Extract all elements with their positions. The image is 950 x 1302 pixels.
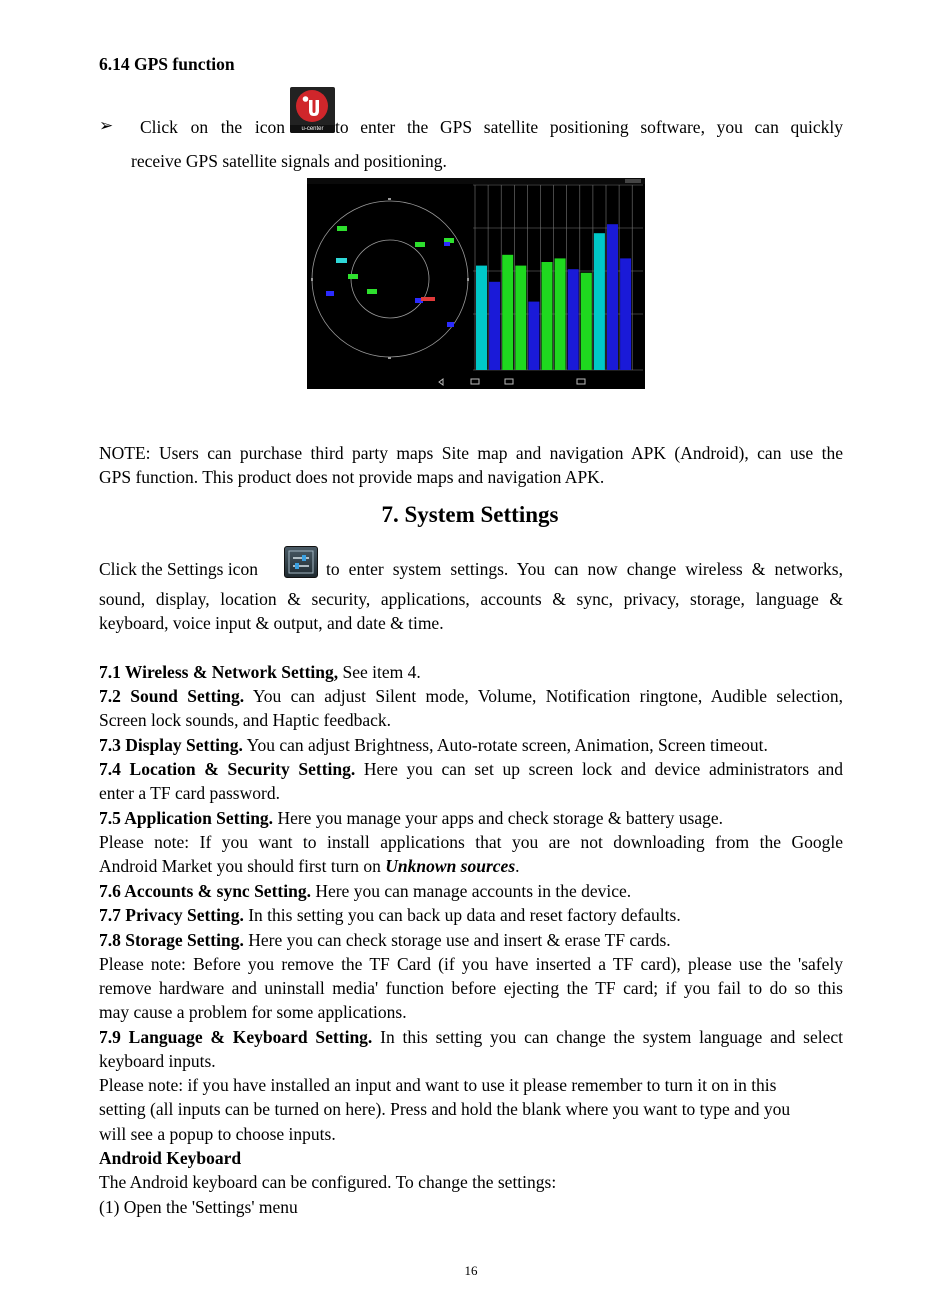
- signal-bar: [515, 266, 526, 370]
- note-7-8-line3: may cause a problem for some applications.: [99, 1002, 407, 1022]
- signal-bar: [620, 258, 631, 370]
- item-7-6-text: Here you can manage accounts in the device.: [310, 881, 632, 901]
- item-7-5: [99, 806, 723, 830]
- unknown-sources-label: Unknown sources: [385, 856, 516, 876]
- signal-bar: [489, 282, 500, 370]
- item-7-3-text: You can adjust Brightness, Auto-rotate screen, Animation, Screen timeout.: [242, 735, 768, 755]
- signal-bar: [568, 269, 579, 370]
- item-7-4: [99, 757, 843, 781]
- item-7-8-title: 7.8 Storage Setting.: [99, 930, 244, 950]
- note-7-5-line1: Please note: If you want to install applications that you are not downloading from the Google: [99, 832, 843, 852]
- item-7-4-line2: enter a TF card password.: [99, 783, 280, 803]
- note-7-8-line2: remove hardware and uninstall media' function before ejecting the TF card; if you fail to do so this: [99, 978, 843, 998]
- gps-note-line1: NOTE: Users can purchase third party maps Site map and navigation APK (Android), can use the: [99, 443, 843, 463]
- note-7-5-text: Android Market you should first turn on: [99, 856, 386, 876]
- item-7-8-text: Here you can check storage use and insert & erase TF cards.: [243, 930, 671, 950]
- note-7-8-line1: Please note: Before you remove the TF Card (if you have inserted a TF card), please use the 'safely: [99, 954, 843, 974]
- item-7-5-text: Here you manage your apps and check storage & battery usage.: [273, 808, 724, 828]
- item-7-9-line2: keyboard inputs.: [99, 1051, 216, 1071]
- item-7-2: [99, 684, 843, 708]
- gps-note-line2: GPS function. This product does not provide maps and navigation APK.: [99, 467, 605, 487]
- item-7-5-title: 7.5 Application Setting.: [99, 808, 274, 828]
- item-7-9-title: 7.9 Language & Keyboard Setting.: [99, 1027, 373, 1047]
- item-7-4-title: 7.4 Location & Security Setting.: [99, 759, 356, 779]
- gps-screenshot: [307, 178, 645, 389]
- gps-line1-rest: to enter the GPS satellite positioning software, you can quickly: [335, 117, 843, 137]
- item-7-6: [99, 879, 631, 903]
- u-center-label: u-center: [301, 126, 324, 132]
- gps-screenshot-graphic: [307, 178, 645, 389]
- signal-bar: [607, 224, 618, 370]
- note-7-9-line1: Please note: if you have installed an input and want to use it please remember to turn it on in this: [99, 1075, 777, 1095]
- signal-bar: [594, 233, 605, 370]
- android-keyboard-heading: Android Keyboard: [99, 1148, 242, 1168]
- item-7-2-title: 7.2 Sound Setting.: [99, 686, 245, 706]
- item-7-1-text: See item 4.: [338, 662, 421, 682]
- android-keyboard-step-1: (1) Open the 'Settings' menu: [99, 1197, 298, 1217]
- signal-bar: [502, 255, 513, 370]
- system-intro-line2: sound, display, location & security, applications, accounts & sync, privacy, storage, language &: [99, 589, 843, 609]
- item-7-1: [99, 660, 421, 684]
- bullet-arrow: ➢: [99, 116, 114, 135]
- signal-bar: [528, 302, 539, 370]
- android-keyboard-text: The Android keyboard can be configured. To change the settings:: [99, 1172, 557, 1192]
- u-center-icon: [290, 87, 335, 133]
- item-7-8: [99, 928, 671, 952]
- signal-bar: [581, 273, 592, 370]
- system-settings-heading: 7. System Settings: [381, 502, 559, 527]
- item-7-3-title: 7.3 Display Setting.: [99, 735, 243, 755]
- settings-icon: [284, 546, 318, 578]
- note-7-5-line2: [99, 854, 520, 878]
- item-7-7-title: 7.7 Privacy Setting.: [99, 905, 244, 925]
- signal-bar: [542, 262, 553, 370]
- item-7-6-title: 7.6 Accounts & sync Setting.: [99, 881, 311, 901]
- signal-bar: [476, 266, 487, 370]
- note-7-9-line2: setting (all inputs can be turned on here). Press and hold the blank where you want to type and you: [99, 1099, 791, 1119]
- gps-line2: receive GPS satellite signals and positioning.: [131, 151, 447, 171]
- system-intro-line3: keyboard, voice input & output, and date & time.: [99, 613, 444, 633]
- signal-bar: [555, 258, 566, 370]
- item-7-7-text: In this setting you can back up data and reset factory defaults.: [243, 905, 681, 925]
- system-intro-rest: to enter system settings. You can now change wireless & networks,: [326, 559, 843, 579]
- gps-line1-lead: Click on the icon: [140, 117, 285, 137]
- page-number: 16: [464, 1263, 478, 1278]
- item-7-3: [99, 733, 768, 757]
- item-7-9-text: In this setting you can change the system language and select: [372, 1027, 843, 1047]
- note-7-9-line3: will see a popup to choose inputs.: [99, 1124, 336, 1144]
- item-7-9: [99, 1025, 843, 1049]
- system-intro-lead: Click the Settings icon: [99, 559, 258, 579]
- item-7-7: [99, 903, 681, 927]
- note-7-5-period: .: [515, 856, 520, 876]
- gps-heading: 6.14 GPS function: [99, 54, 235, 74]
- item-7-2-line2: Screen lock sounds, and Haptic feedback.: [99, 710, 392, 730]
- item-7-2-text: You can adjust Silent mode, Volume, Notification ringtone, Audible selection,: [244, 686, 843, 706]
- item-7-1-title: 7.1 Wireless & Network Setting,: [99, 662, 339, 682]
- item-7-4-text: Here you can set up screen lock and device administrators and: [355, 759, 843, 779]
